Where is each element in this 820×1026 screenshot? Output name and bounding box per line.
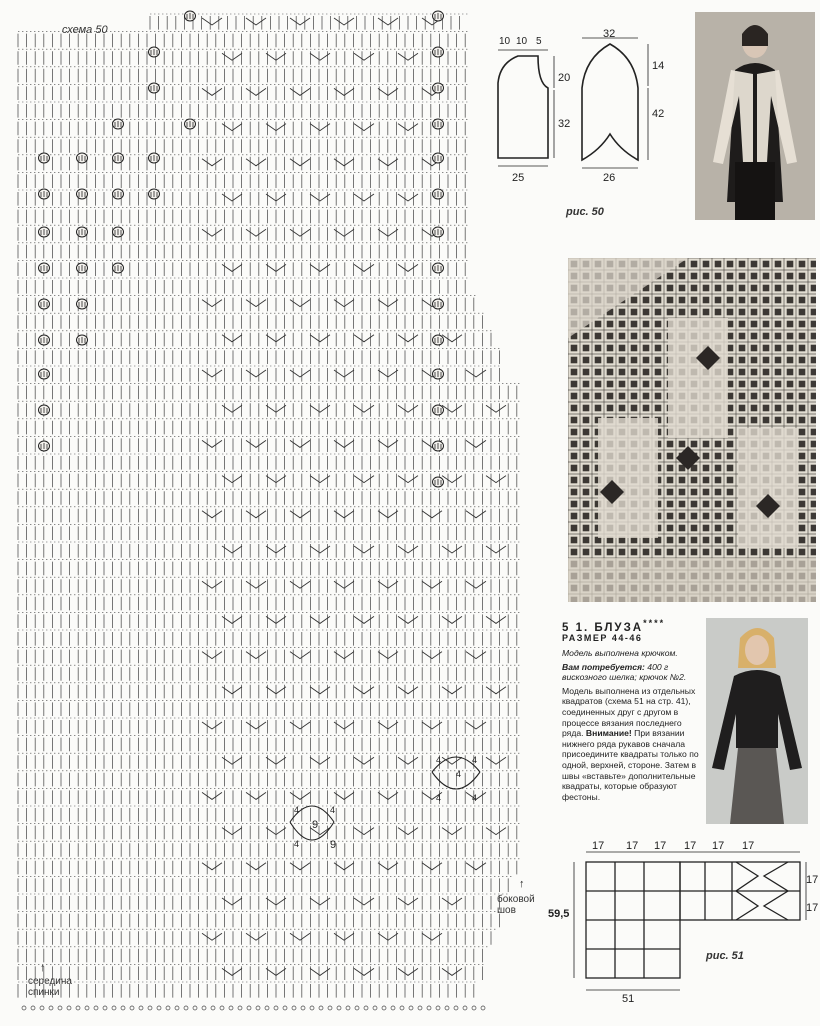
- motif-number: 4: [294, 839, 300, 849]
- motif-number: 4: [436, 755, 442, 765]
- intro-text: Модель выполнена крючком.: [562, 648, 678, 659]
- dim-label: 17: [684, 840, 697, 852]
- model-photo-blouse: [706, 618, 808, 824]
- dim-label: 20: [558, 72, 571, 84]
- dim-label: 10: [516, 36, 528, 47]
- motif-number: 4: [472, 793, 478, 803]
- dim-label: 42: [652, 108, 665, 120]
- warning-text: При вязании нижнего ряда рукавов сначала присоедините квадраты только по одной, верхней, стороне. Затем в швы «вставьте» дополнительные квадраты, которые образуют фестоны.: [562, 728, 699, 802]
- motif-number: 4: [436, 793, 442, 803]
- dim-label: 25: [512, 172, 525, 184]
- materials-label: Вам потребуется:: [562, 661, 645, 672]
- body-text: Модель выполнена из отдельных квадратов (схема 51 на стр. 41), соединенных друг с другом в процессе вязания последнего ряда.: [562, 685, 696, 739]
- side-seam-label: боковой шов: [497, 894, 535, 916]
- dim-label: 17: [712, 840, 725, 852]
- article-51: [562, 618, 702, 805]
- motif-number: 4: [472, 755, 478, 765]
- dim-label: 17: [742, 840, 755, 852]
- fig-51-caption: рис. 51: [706, 950, 744, 962]
- dim-label: 26: [603, 172, 616, 184]
- model-photo-jacket: [695, 12, 815, 220]
- size-line: РАЗМЕР 44-46: [562, 633, 643, 644]
- arrow-up-icon: ↑: [519, 878, 525, 890]
- difficulty-stars: ****: [643, 618, 666, 628]
- dim-label: 10: [499, 36, 511, 47]
- warning-label: Внимание!: [585, 728, 632, 739]
- scheme-50-title: схема 50: [62, 24, 108, 36]
- dim-label: 17: [806, 874, 819, 886]
- dim-label: 51: [622, 993, 635, 1005]
- motif-number: 4: [456, 769, 462, 779]
- dim-label: 17: [806, 902, 819, 914]
- materials-text: 400 г вискозного шелка; крючок №2.: [562, 661, 687, 683]
- motif-number: 4: [330, 805, 336, 815]
- body-paragraph: [562, 686, 702, 803]
- dim-label: 32: [558, 118, 571, 130]
- article-heading: [562, 618, 702, 633]
- motif-number: 9: [330, 839, 337, 851]
- motif-number: 4: [294, 805, 300, 815]
- arrow-up-icon: ↑: [40, 962, 46, 974]
- dim-label: 17: [654, 840, 667, 852]
- dim-label: 17: [626, 840, 639, 852]
- dim-label: 17: [592, 840, 605, 852]
- motif-number: 9: [312, 819, 319, 831]
- fig-51-schematic: [560, 836, 818, 1006]
- materials-paragraph: [562, 662, 702, 683]
- dim-label: 14: [652, 60, 665, 72]
- fig-50-caption: рис. 50: [566, 206, 604, 218]
- dim-label: 5: [536, 36, 542, 47]
- heading-text: 5 1. БЛУЗА: [562, 621, 644, 634]
- dim-label: 32: [603, 28, 616, 40]
- dim-label: 59,5: [548, 908, 570, 920]
- lace-closeup-photo: [568, 258, 816, 602]
- center-back-label: середина спинки: [28, 976, 72, 998]
